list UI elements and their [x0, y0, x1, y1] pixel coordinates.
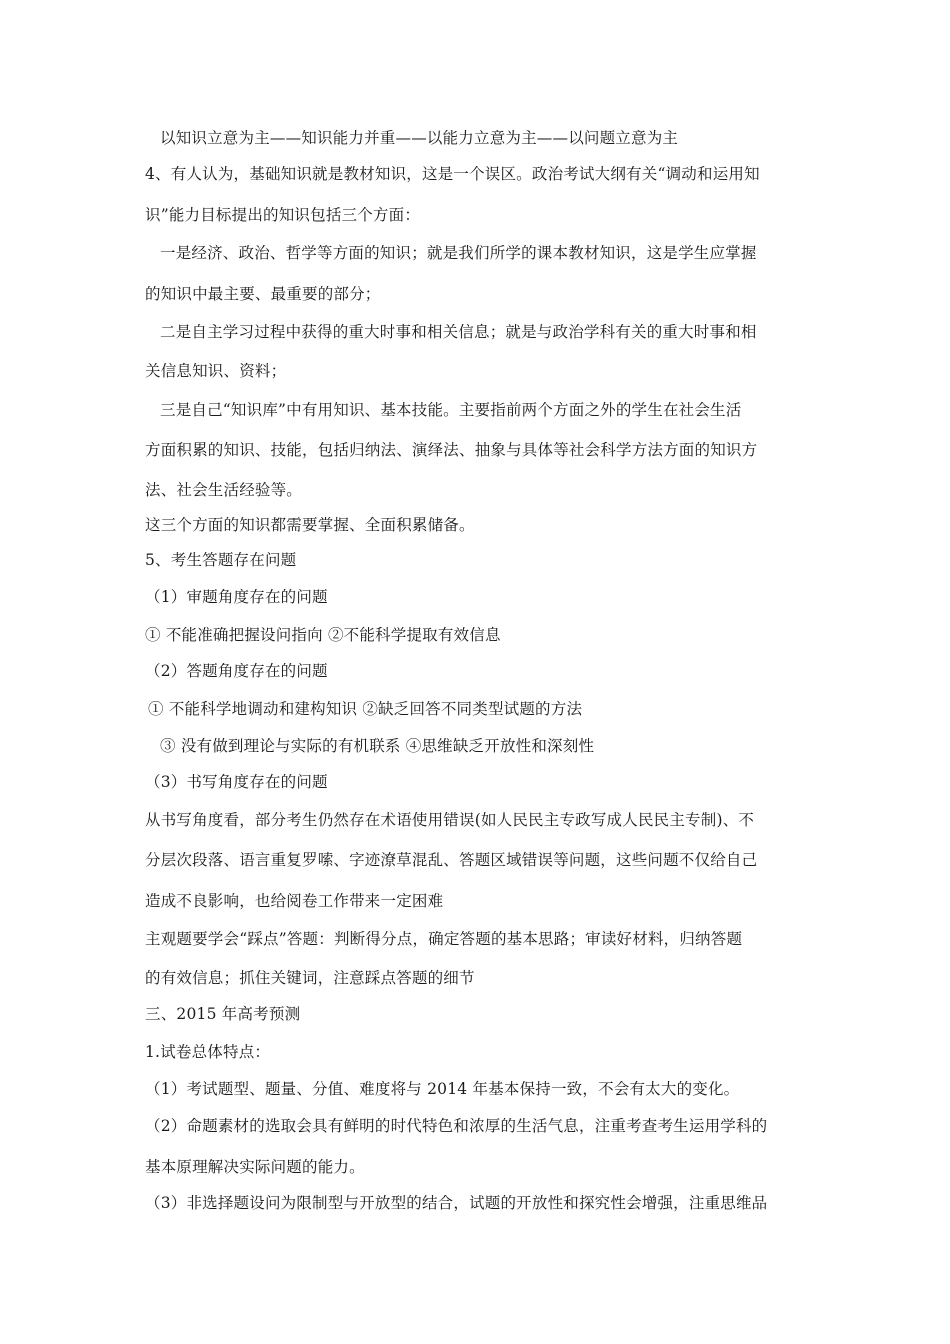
text-line-14: ① 不能准确把握设问指向 ②不能科学提取有效信息 — [145, 626, 501, 644]
text-line-28: 基本原理解决实际问题的能力。 — [145, 1158, 365, 1176]
text-line-6: 二是自主学习过程中获得的重大时事和相关信息；就是与政治学科有关的重大时事和相 — [160, 323, 757, 341]
text-line-10: 法、社会生活经验等。 — [145, 481, 303, 499]
text-line-16: ① 不能科学地调动和建构知识 ②缺乏回答不同类型试题的方法 — [148, 700, 583, 718]
text-line-26: （1）考试题型、题量、分值、难度将与 2014 年基本保持一致，不会有太大的变化。 — [145, 1080, 740, 1098]
text-line-12: 5、考生答题存在问题 — [145, 551, 297, 569]
text-line-29: （3）非选择题设问为限制型与开放型的结合，试题的开放性和探究性会增强，注重思维品 — [145, 1194, 768, 1212]
text-line-21: 造成不良影响，也给阅卷工作带来一定困难 — [145, 892, 444, 910]
text-line-3: 识”能力目标提出的知识包括三个方面： — [145, 206, 421, 224]
text-line-23: 的有效信息；抓住关键词，注意踩点答题的细节 — [145, 969, 475, 987]
text-line-4: 一是经济、政治、哲学等方面的知识；就是我们所学的课本教材知识，这是学生应掌握 — [160, 244, 757, 262]
text-line-25: 1.试卷总体特点： — [145, 1043, 271, 1061]
text-line-15: （2）答题角度存在的问题 — [145, 662, 328, 680]
text-line-19: 从书写角度看，部分考生仍然存在术语使用错误(如人民民主专政写成人民民主专制)、不 — [145, 811, 755, 829]
text-line-18: （3）书写角度存在的问题 — [145, 773, 328, 791]
text-line-20: 分层次段落、语言重复罗嗦、字迹潦草混乱、答题区域错误等问题，这些问题不仅给自己 — [145, 851, 758, 869]
text-line-8: 三是自己“知识库”中有用知识、基本技能。主要指前两个方面之外的学生在社会生活 — [160, 401, 742, 419]
text-line-5: 的知识中最主要、最重要的部分； — [145, 285, 381, 303]
text-line-13: （1）审题角度存在的问题 — [145, 588, 328, 606]
text-line-7: 关信息知识、资料； — [145, 362, 287, 380]
text-line-17: ③ 没有做到理论与实际的有机联系 ④思维缺乏开放性和深刻性 — [160, 737, 595, 755]
text-line-27: （2）命题素材的选取会具有鲜明的时代特色和浓厚的生活气息，注重考查考生运用学科的 — [145, 1117, 768, 1135]
text-line-11: 这三个方面的知识都需要掌握、全面积累储备。 — [145, 516, 475, 534]
text-line-22: 主观题要学会“踩点”答题：判断得分点，确定答题的基本思路；审读好材料，归纳答题 — [145, 930, 743, 948]
text-line-24: 三、2015 年高考预测 — [145, 1005, 301, 1023]
text-line-2: 4、有人认为，基础知识就是教材知识，这是一个误区。政治考试大纲有关“调动和运用知 — [145, 165, 760, 183]
text-line-9: 方面积累的知识、技能，包括归纳法、演绎法、抽象与具体等社会科学方法方面的知识方 — [145, 441, 758, 459]
text-line-1: 以知识立意为主——知识能力并重——以能力立意为主——以问题立意为主 — [160, 129, 679, 147]
